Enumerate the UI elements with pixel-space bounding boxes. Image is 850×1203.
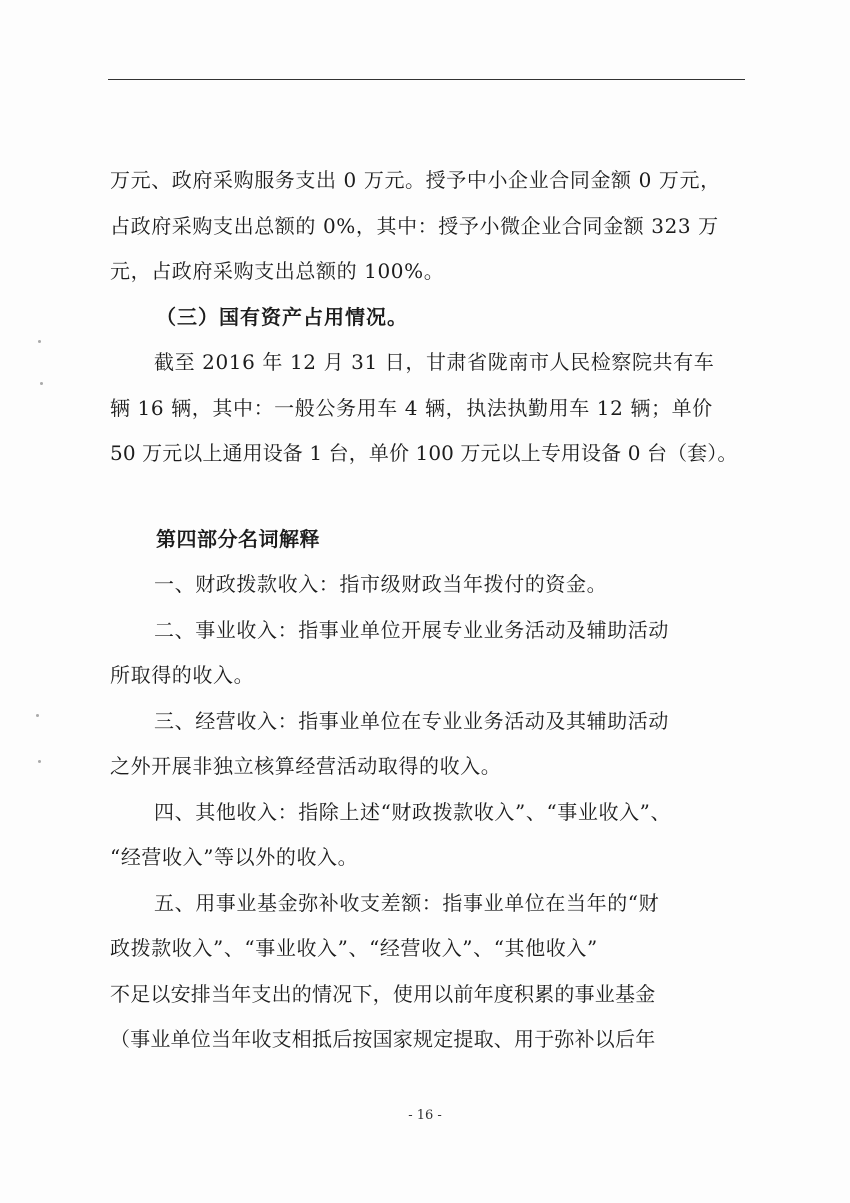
document-body <box>110 158 750 1063</box>
text-line: 万元、政府采购服务支出 0 万元。授予中小企业合同金额 0 万元， <box>110 168 721 192</box>
definition-item <box>110 881 750 1063</box>
text-line: 元，占政府采购支出总额的 100%。 <box>110 259 445 283</box>
text-line: 四、其他收入：指除上述“财政拨款收入”、“事业收入”、 <box>154 799 672 824</box>
text-line: 50 万元以上通用设备 1 台，单价 100 万元以上专用设备 0 台（套）。 <box>110 441 738 465</box>
scan-speck <box>40 382 43 385</box>
subsection-heading: （三）国有资产占用情况。 <box>156 304 408 329</box>
section-title: 第四部分名词解释 <box>156 526 320 551</box>
header-rule <box>108 79 745 80</box>
procurement-paragraph <box>110 158 750 295</box>
text-line: 二、事业收入：指事业单位开展专业业务活动及辅助活动 <box>154 617 669 642</box>
text-line: 辆 16 辆，其中：一般公务用车 4 辆，执法执勤用车 12 辆；单价 <box>110 395 713 420</box>
text-line: 截至 2016 年 12 月 31 日，甘肃省陇南市人民检察院共有车 <box>154 350 715 374</box>
text-line: 三、经营收入：指事业单位在专业业务活动及其辅助活动 <box>154 708 669 733</box>
text-line: 一、财政拨款收入：指市级财政当年拨付的资金。 <box>154 572 608 596</box>
definition-item <box>110 790 750 881</box>
text-line: 政拨款收入”、“事业收入”、“经营收入”、“其他收入” <box>110 936 598 960</box>
scan-speck <box>38 760 41 763</box>
text-line: （事业单位当年收支相抵后按国家规定提取、用于弥补以后年 <box>110 1027 656 1051</box>
definition-item <box>110 562 750 608</box>
text-line: 五、用事业基金弥补收支差额：指事业单位在当年的“财 <box>154 890 660 915</box>
definition-item <box>110 699 750 790</box>
text-line: 占政府采购支出总额的 0%，其中：授予小微企业合同金额 323 万 <box>110 213 719 238</box>
scan-speck <box>38 340 41 343</box>
page-number: - 16 - <box>408 1108 442 1123</box>
scan-speck <box>36 714 39 717</box>
definition-item <box>110 608 750 699</box>
section-gap <box>110 477 750 517</box>
text-line: 之外开展非独立核算经营活动取得的收入。 <box>110 754 502 778</box>
text-line: 不足以安排当年支出的情况下，使用以前年度积累的事业基金 <box>110 981 656 1006</box>
text-line: “经营收入”等以外的收入。 <box>110 845 359 869</box>
assets-paragraph <box>110 340 750 477</box>
text-line: 所取得的收入。 <box>110 663 255 687</box>
